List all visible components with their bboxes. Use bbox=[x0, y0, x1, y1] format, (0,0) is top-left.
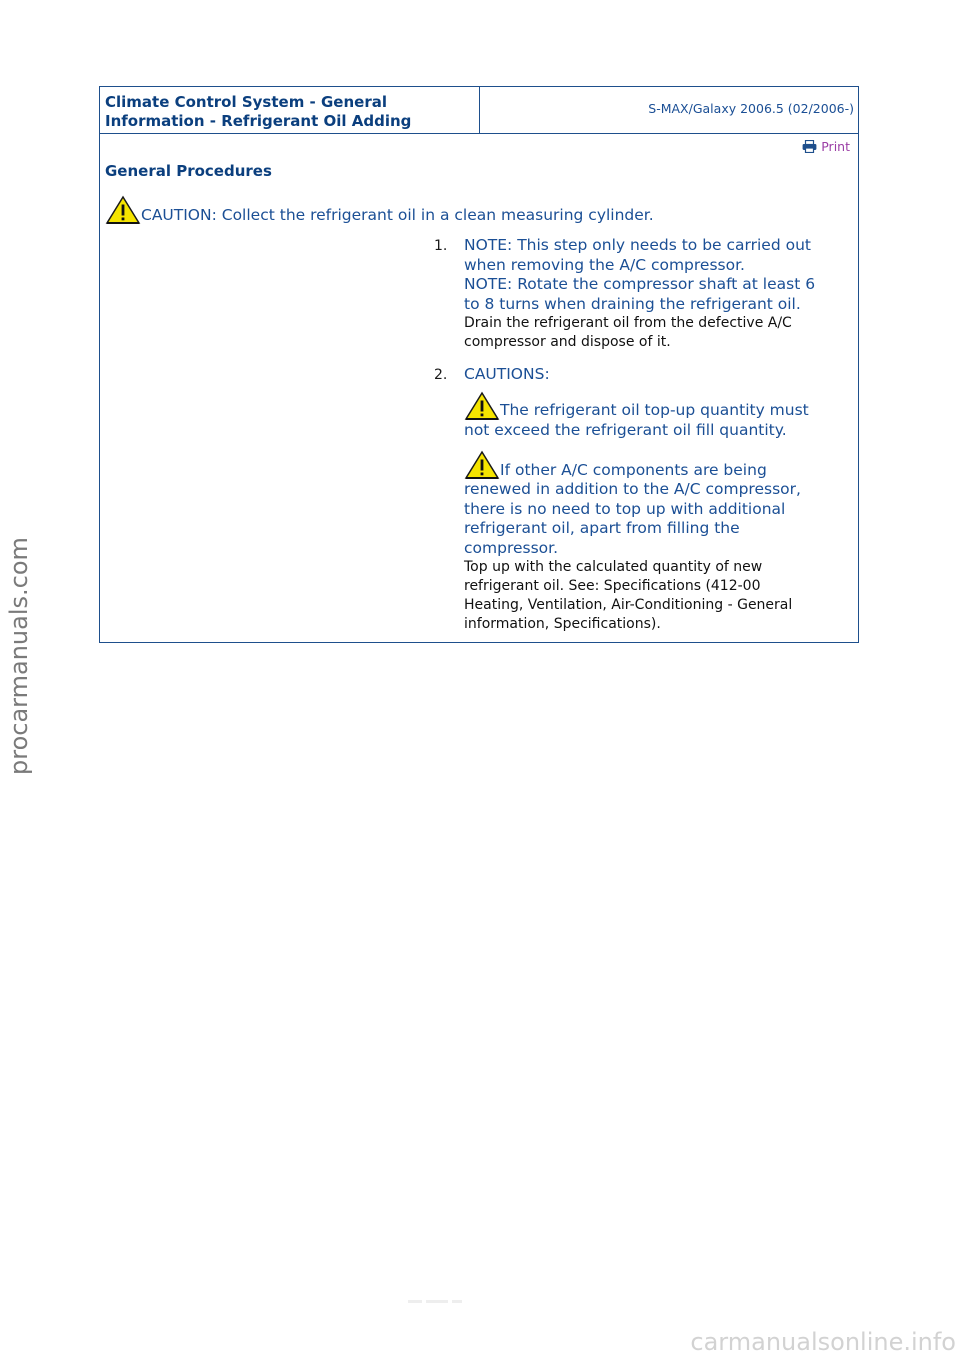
faint-page-mark bbox=[408, 1300, 478, 1306]
bottom-watermark: carmanualsonline.info bbox=[690, 1328, 956, 1356]
top-caution bbox=[105, 197, 654, 225]
step-1-text-line2: compressor and dispose of it. bbox=[464, 334, 671, 350]
step-2-caution1-line1: The refrigerant oil top-up quantity must bbox=[500, 401, 809, 419]
warning-icon bbox=[464, 450, 500, 480]
step-2-text-line2: refrigerant oil. See: Specifications (412-00 bbox=[464, 578, 761, 594]
step-1-note2-line1: NOTE: Rotate the compressor shaft at least 6 bbox=[464, 275, 816, 293]
step-1 bbox=[464, 236, 854, 352]
step-2-heading: CAUTIONS: bbox=[464, 365, 550, 383]
print-label: Print bbox=[821, 138, 850, 154]
document-frame bbox=[99, 86, 859, 643]
header-divider bbox=[479, 87, 480, 133]
printer-icon bbox=[802, 140, 817, 153]
step-1-note1-line2: when removing the A/C compressor. bbox=[464, 255, 745, 274]
step-2 bbox=[464, 365, 854, 634]
step-2-number: 2. bbox=[434, 367, 448, 383]
step-1-note2-line2: to 8 turns when draining the refrigerant oil. bbox=[464, 294, 801, 313]
step-2-text-line1: Top up with the calculated quantity of new bbox=[464, 559, 763, 575]
step-2-text-line3: Heating, Ventilation, Air-Conditioning - General bbox=[464, 597, 793, 613]
step-2-caution2-line2: renewed in addition to the A/C compressor, bbox=[464, 480, 801, 498]
document-header bbox=[100, 87, 858, 134]
step-2-caution2-row bbox=[464, 446, 854, 480]
step-2-caution1-row bbox=[464, 387, 854, 421]
step-2-caution1-line2: not exceed the refrigerant oil fill quantity. bbox=[464, 420, 787, 439]
step-2-caution2-line1: If other A/C components are being bbox=[500, 460, 767, 479]
model-label: S-MAX/Galaxy 2006.5 (02/2006-) bbox=[648, 101, 854, 116]
section-title: General Procedures bbox=[105, 162, 272, 180]
page-title bbox=[105, 93, 465, 131]
step-2-text-line4: information, Specifications). bbox=[464, 616, 661, 632]
title-line-1: Climate Control System - General bbox=[105, 93, 387, 111]
title-line-2: Information - Refrigerant Oil Adding bbox=[105, 112, 412, 130]
warning-icon bbox=[105, 195, 141, 225]
step-2-caution2-line4: refrigerant oil, apart from filling the bbox=[464, 519, 740, 537]
step-1-note1-line1: NOTE: This step only needs to be carried out bbox=[464, 236, 811, 254]
side-watermark: procarmanuals.com bbox=[5, 537, 33, 775]
print-link[interactable] bbox=[802, 138, 850, 154]
top-caution-text: CAUTION: Collect the refrigerant oil in a clean measuring cylinder. bbox=[141, 205, 654, 224]
step-1-text-line1: Drain the refrigerant oil from the defective A/C bbox=[464, 315, 792, 331]
step-1-number: 1. bbox=[434, 238, 448, 254]
step-2-caution2-line3: there is no need to top up with additional bbox=[464, 499, 786, 518]
step-2-caution2-line5: compressor. bbox=[464, 538, 559, 557]
warning-icon bbox=[464, 391, 500, 421]
